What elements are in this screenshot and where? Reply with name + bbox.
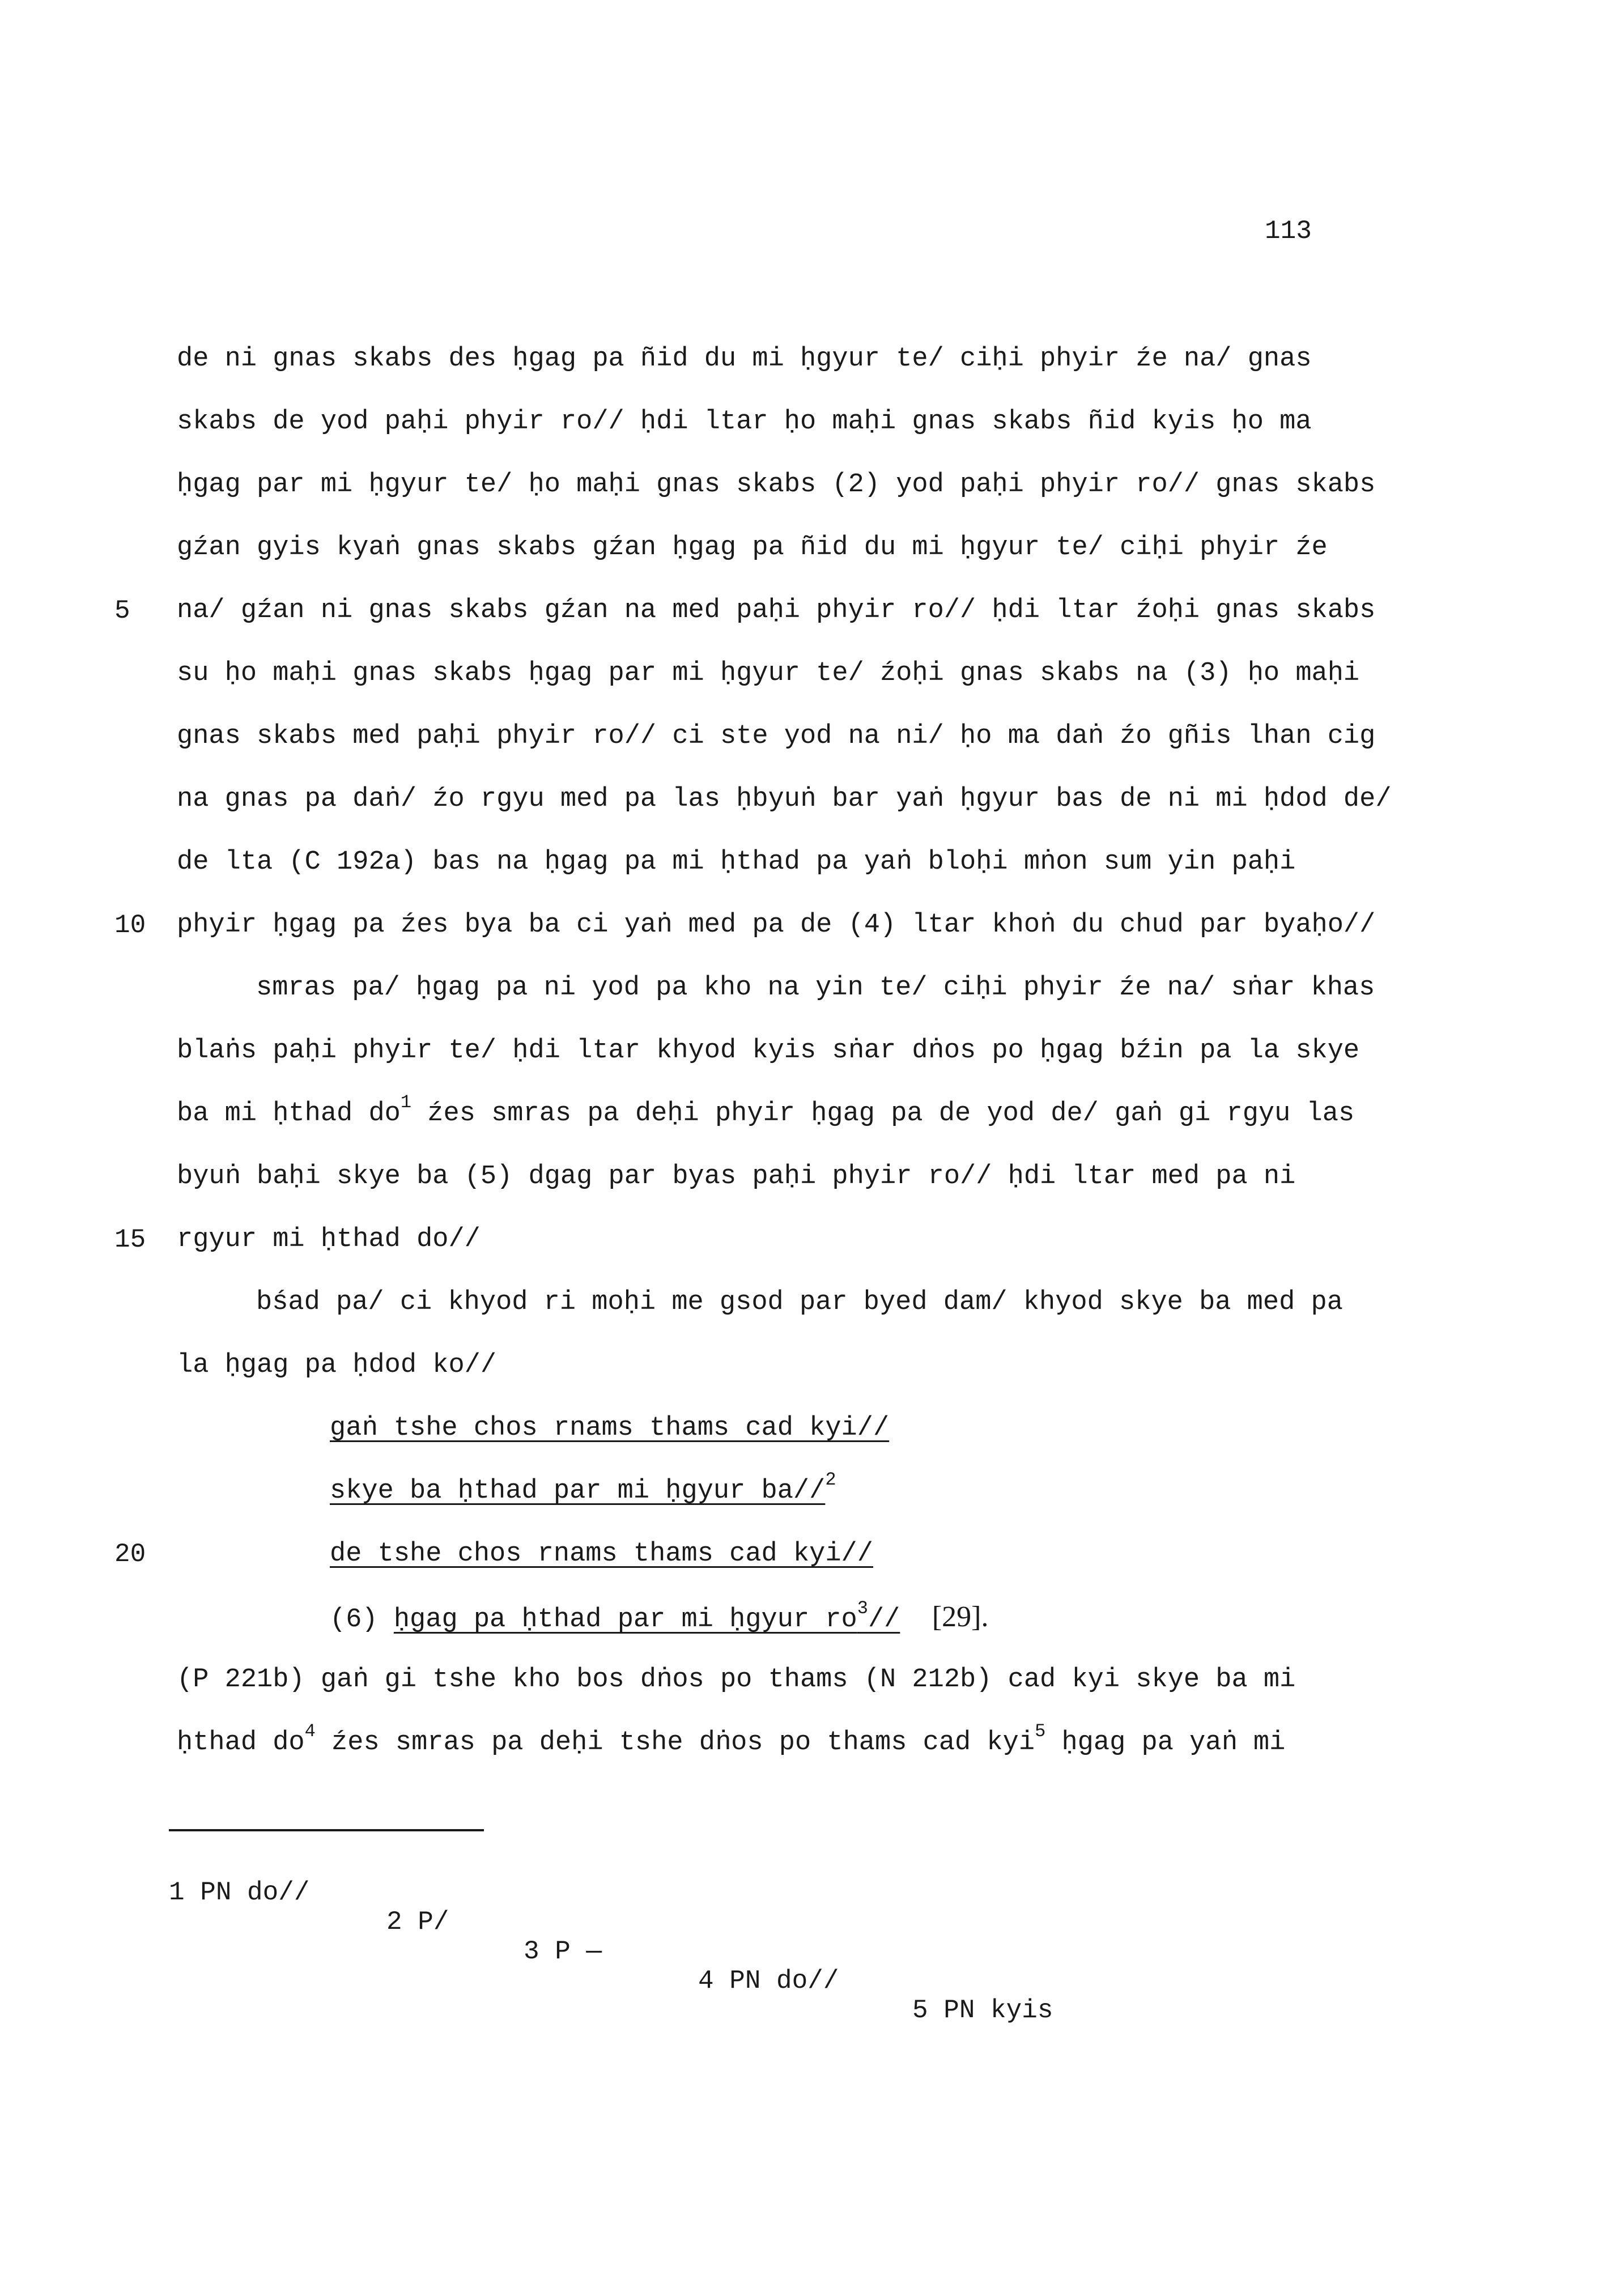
page-number: 113 — [1265, 216, 1312, 246]
verse-line: (6) ḥgag pa ḥthad par mi ḥgyur $ro^3//$ [29]. — [330, 1598, 989, 1635]
line-number: 20 — [114, 1540, 146, 1569]
footnote: 2 P/ — [386, 1907, 449, 1937]
text-line: gźan gyis kyaṅ gnas skabs gźan ḥgag pa ñid du mi ḥgyur te/ ciḥi phyir źe — [177, 533, 1328, 563]
text-line: smras pa/ ḥgag pa ni yod pa kho na yin te/ ciḥi phyir źe na/ sṅar khas — [256, 973, 1375, 1003]
text-line: na gnas pa daṅ/ źo rgyu med pa las ḥbyuṅ bar yaṅ ḥgyur bas de ni mi ḥdod de/ — [177, 784, 1392, 814]
footnote-ref: 3 — [857, 1598, 868, 1619]
text-line: (P 221b) gaṅ gi tshe kho bos dṅos po thams (N 212b) cad kyi skye ba mi — [177, 1665, 1296, 1695]
verse-line: de tshe chos rnams thams cad kyi// — [330, 1539, 873, 1569]
verse-line: gaṅ tshe chos rnams thams cad kyi// — [330, 1413, 890, 1443]
footnote-ref: 2 — [825, 1469, 836, 1491]
verse-reference: [29]. — [932, 1601, 989, 1633]
footnotes — [169, 1848, 1053, 2025]
text-line: phyir ḥgag pa źes bya ba ci yaṅ med pa de (4) ltar khoṅ du chud par byaḥo// — [177, 910, 1376, 940]
text-line: su ḥo maḥi gnas skabs ḥgag par mi ḥgyur te/ źoḥi gnas skabs na (3) ḥo maḥi — [177, 658, 1360, 688]
text-line: ḥthad $do^4$ źes smras pa deḥi tshe dṅos po thams cad kyi$^5$ ḥgag pa yaṅ mi — [177, 1721, 1286, 1758]
text-line: de ni gnas skabs des ḥgag pa ñid du mi ḥgyur te/ ciḥi phyir źe na/ gnas — [177, 344, 1312, 374]
text-line: skabs de yod paḥi phyir ro// ḥdi ltar ḥo maḥi gnas skabs ñid kyis ḥo ma — [177, 407, 1312, 437]
text-line: na/ gźan ni gnas skabs gźan na med paḥi phyir ro// ḥdi ltar źoḥi gnas skabs — [177, 596, 1376, 626]
text-line: de lta (C 192a) bas na ḥgag pa mi ḥthad pa yaṅ bloḥi mṅon sum yin paḥi — [177, 847, 1296, 877]
text-line: gnas skabs med paḥi phyir ro// ci ste yod na ni/ ḥo ma daṅ źo gñis lhan cig — [177, 721, 1376, 751]
footnote-ref: 5 — [1035, 1721, 1046, 1742]
text-line: blaṅs paḥi phyir te/ ḥdi ltar khyod kyis sṅar dṅos po ḥgag bźin pa la skye — [177, 1036, 1360, 1066]
footnote: 4 PN do// — [698, 1966, 839, 1996]
footnote-ref: 4 — [304, 1721, 316, 1742]
footnote: 1 PN do// — [169, 1878, 310, 1907]
text-line: byuṅ baḥi skye ba (5) dgag par byas paḥi phyir ro// ḥdi ltar med pa ni — [177, 1162, 1296, 1192]
line-number: 15 — [114, 1225, 146, 1255]
verse-line: skye ba ḥthad par mi ḥgyur ba//$^2$ — [330, 1469, 836, 1506]
text-line: la ḥgag pa ḥdod ko// — [177, 1350, 497, 1380]
line-number: 10 — [114, 911, 146, 940]
text-line: rgyur mi ḥthad do// — [177, 1224, 481, 1255]
text-line: ḥgag par mi ḥgyur te/ ḥo maḥi gnas skabs (2) yod paḥi phyir ro// gnas skabs — [177, 470, 1376, 500]
text-line: ba mi ḥthad $do^1$ źes smras pa deḥi phyir ḥgag pa de yod de/ gaṅ gi rgyu las — [177, 1092, 1355, 1129]
footnote-divider — [169, 1829, 484, 1831]
text-line: bśad pa/ ci khyod ri moḥi me gsod par byed dam/ khyod skye ba med pa — [256, 1287, 1343, 1317]
footnote: 3 P — — [524, 1937, 602, 1966]
line-number: 5 — [114, 596, 130, 626]
footnote-ref: 1 — [400, 1092, 412, 1113]
footnote: 5 PN kyis — [912, 1996, 1053, 2025]
